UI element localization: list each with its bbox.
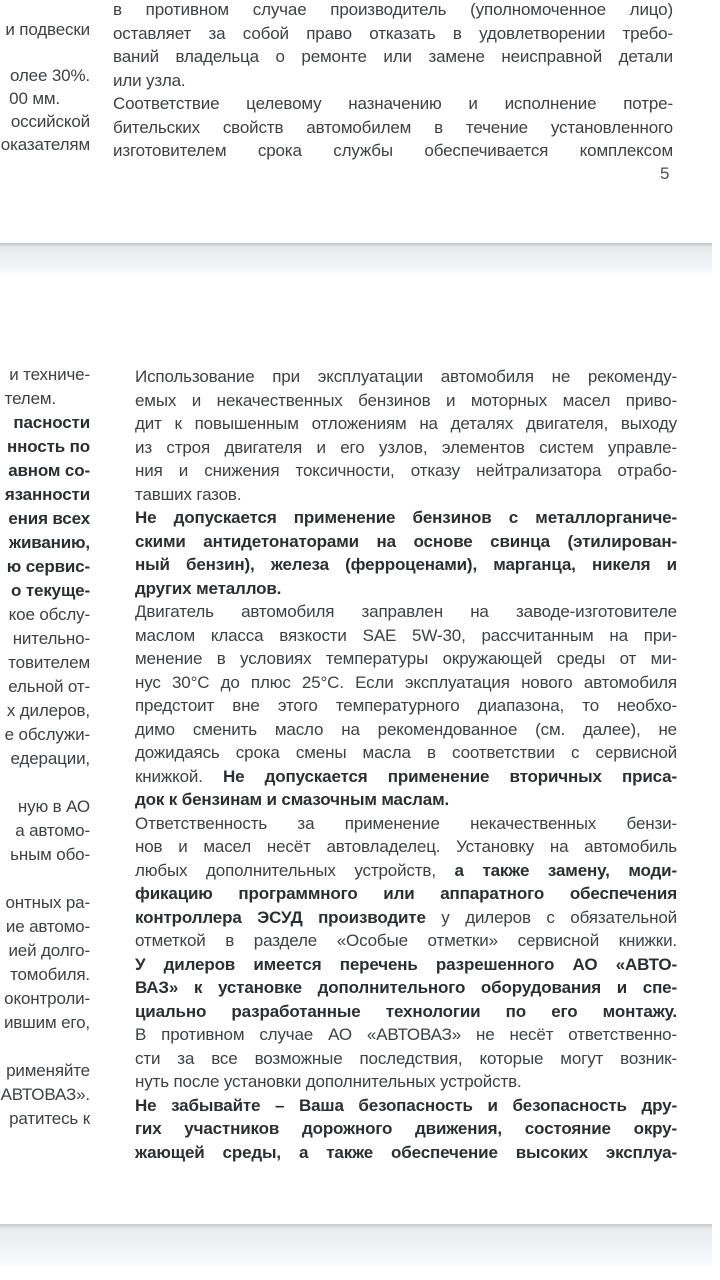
- text-run: Двигатель автомобиля заправлен на заводе-изготовителе: [135, 602, 677, 621]
- text-line: [113, 22, 673, 46]
- text-line: [0, 1011, 90, 1035]
- text-line: [135, 976, 677, 1000]
- bold-text-run: авном со-: [8, 461, 90, 480]
- text-run: изготовителем срока службы обеспечивается комплексом: [113, 141, 673, 160]
- text-run: Соответствие целевому назначению и исполнение потре-: [113, 94, 673, 113]
- text-line: [0, 411, 90, 435]
- bold-text-run: гих участников дорожного движения, состояние окру-: [135, 1119, 677, 1138]
- text-run: бительских свойств автомобилем в течение установленного: [113, 117, 673, 137]
- text-line: [135, 694, 677, 718]
- text-line: [135, 835, 677, 859]
- text-line: [0, 723, 90, 747]
- text-run: или узла.: [113, 70, 186, 90]
- text-run: е обслужи-: [4, 725, 90, 744]
- text-line: [0, 387, 90, 411]
- bold-text-run: ения всех: [8, 509, 90, 528]
- text-line: [113, 116, 673, 140]
- text-line: [0, 963, 90, 987]
- text-line: [0, 579, 90, 603]
- text-run: ваний владельца о ремонте или замене неисправной детали: [113, 47, 673, 66]
- text-line: [0, 795, 90, 819]
- text-run: ией долго-: [8, 941, 90, 960]
- text-line: [135, 859, 677, 883]
- text-run: томобиля.: [10, 965, 90, 984]
- page-number: 5: [660, 164, 670, 183]
- bold-text-run: Не допускается применение бензинов с металлорганиче-: [135, 508, 677, 527]
- text-line: [0, 675, 90, 699]
- text-run: и техниче-: [9, 365, 90, 384]
- text-run: Ответственность за применение некачественных бензи-: [135, 813, 677, 833]
- bold-text-run: о текуще-: [11, 581, 90, 600]
- page-top-right-column: [113, 0, 673, 163]
- text-line: [0, 915, 90, 939]
- text-line: [0, 627, 90, 651]
- bold-text-run: циально разработанные технологии по его монтажу.: [135, 1001, 677, 1021]
- text-line: [135, 506, 677, 530]
- text-run: онтных ра-: [5, 893, 90, 912]
- text-run: оказателям: [0, 135, 90, 154]
- text-line: [0, 819, 90, 843]
- text-run: у дилеров с обязательной: [425, 907, 677, 927]
- text-line: [113, 45, 673, 69]
- text-line: [135, 671, 677, 695]
- text-run: из строя двигателя и его узлов, элементов систем управле-: [135, 437, 677, 457]
- text-line: [135, 718, 677, 742]
- text-run: дожидаясь срока смены масла в соответствии с сервисной: [135, 743, 677, 762]
- bold-text-run: а также замену, моди-: [454, 860, 677, 880]
- text-line: [0, 459, 90, 483]
- text-run: нус 30°С до плюс 25°С. Если эксплуатация нового автомобиля: [135, 672, 677, 692]
- text-line: [113, 69, 673, 93]
- text-run: едерации,: [10, 749, 90, 768]
- bold-text-run: Не допускается применение вторичных приса-: [223, 766, 677, 786]
- text-line: [135, 365, 677, 389]
- text-run: нительно-: [12, 629, 90, 648]
- text-line: [0, 891, 90, 915]
- text-line: [135, 929, 677, 953]
- text-line: [135, 765, 677, 789]
- text-run: емых и некачественных бензинов и моторных масел приво-: [135, 390, 677, 410]
- text-line: [135, 882, 677, 906]
- text-line: [135, 1117, 677, 1141]
- text-run: оконтроли-: [4, 989, 90, 1008]
- bold-text-run: пасности: [13, 413, 90, 432]
- text-line: [135, 1070, 677, 1094]
- text-run: товителем: [8, 653, 90, 672]
- text-run: менение в условиях температуры окружающей среды от ми-: [135, 649, 677, 668]
- text-line: [135, 459, 677, 483]
- text-run: 00 мм.: [9, 89, 60, 108]
- text-line: [0, 603, 90, 627]
- page-main-right-column: [135, 365, 677, 1164]
- text-run: и подвески: [5, 20, 90, 39]
- text-line: [0, 939, 90, 963]
- bold-text-run: ный бензин), железа (ферроценами), марганца, никеля и: [135, 555, 677, 574]
- text-line: [135, 600, 677, 624]
- text-line: [0, 64, 90, 87]
- text-line: [135, 647, 677, 671]
- text-run: В противном случае АО «АВТОВАЗ» не несёт ответственно-: [135, 1025, 677, 1044]
- text-run: димо сменить масло на рекомендованное (см. далее), не: [135, 719, 677, 739]
- text-line: [0, 483, 90, 507]
- text-line: [135, 389, 677, 413]
- text-run: рименяйте: [6, 1061, 90, 1080]
- text-line: [0, 699, 90, 723]
- bold-text-run: контроллера ЭСУД производите: [135, 907, 426, 927]
- text-line: [135, 553, 677, 577]
- text-run: ную в АО: [17, 797, 90, 816]
- page-separator-bottom: [0, 1224, 712, 1268]
- text-line: [135, 812, 677, 836]
- page-top-left-column-fragment: [0, 18, 90, 156]
- page-main: [0, 278, 720, 1224]
- text-run: а автомо-: [15, 821, 90, 840]
- text-run: книжкой.: [135, 766, 223, 786]
- text-run: тавших газов.: [135, 484, 242, 504]
- text-run: нуть после установки дополнительных устройств.: [135, 1072, 522, 1091]
- text-line: [0, 363, 90, 387]
- bold-text-run: фикацию программного или аппаратного обеспечения: [135, 884, 677, 903]
- text-line: [0, 133, 90, 156]
- text-run: оссийской: [10, 112, 90, 131]
- text-line: [0, 987, 90, 1011]
- bold-text-run: ю сервис-: [6, 557, 90, 576]
- text-line: [135, 788, 677, 812]
- bold-text-run: других металлов.: [135, 578, 282, 598]
- text-run: предстоит вне этого температурного диапазона, то необхо-: [135, 696, 677, 715]
- text-run: отметкой в разделе «Особые отметки» сервисной книжки.: [135, 931, 677, 950]
- text-line: [135, 1023, 677, 1047]
- text-run: в противном случае производитель (уполномоченное лицо): [113, 0, 673, 19]
- page-main-left-column-fragment: [0, 363, 90, 1131]
- text-line: [113, 139, 673, 163]
- text-line: [135, 906, 677, 930]
- text-line: [0, 435, 90, 459]
- text-run: маслом класса вязкости SAE 5W-30, рассчитанным на при-: [135, 625, 677, 645]
- text-line: [135, 953, 677, 977]
- text-run: ельной от-: [8, 677, 90, 696]
- text-run: оставляет за собой право отказать в удовлетворении требо-: [113, 23, 673, 43]
- page-separator-top: [0, 243, 712, 278]
- blank-line: [0, 41, 90, 64]
- text-line: [0, 531, 90, 555]
- bold-text-run: Не забывайте – Ваша безопасность и безопасность дру-: [135, 1095, 677, 1115]
- text-run: х дилеров,: [6, 701, 90, 720]
- text-run: телем.: [4, 389, 56, 408]
- text-line: [135, 412, 677, 436]
- text-line: [113, 92, 673, 116]
- text-line: [0, 1059, 90, 1083]
- text-line: [0, 507, 90, 531]
- text-run: кое обслу-: [8, 605, 90, 624]
- text-line: [135, 1047, 677, 1071]
- text-run: ившим его,: [3, 1013, 90, 1032]
- text-line: [0, 87, 90, 110]
- text-run: ьным обо-: [10, 845, 90, 864]
- text-run: любых дополнительных устройств,: [135, 860, 455, 880]
- page-top: [0, 0, 720, 243]
- bold-text-run: скими антидетонаторами на основе свинца (этилирован-: [135, 531, 677, 551]
- text-line: [0, 1107, 90, 1131]
- text-run: нов и масел несёт автовладелец. Установку на автомобиль: [135, 837, 677, 856]
- text-line: [135, 1000, 677, 1024]
- text-line: [135, 1141, 677, 1165]
- text-line: [135, 1094, 677, 1118]
- text-run: олее 30%.: [9, 66, 90, 85]
- text-line: [0, 555, 90, 579]
- blank-line: [0, 1035, 90, 1059]
- text-run: АВТОВАЗ».: [0, 1085, 90, 1104]
- text-run: ратитесь к: [9, 1109, 90, 1128]
- text-run: ния и снижения токсичности, отказу нейтрализатора отрабо-: [135, 461, 677, 480]
- bold-text-run: ВАЗ» к установке дополнительного оборудования и спе-: [135, 978, 677, 997]
- text-run: Использование при эксплуатации автомобиля не рекоменду-: [135, 367, 677, 386]
- text-run: ие автомо-: [5, 917, 90, 936]
- text-run: сти за все возможные последствия, которые могут возник-: [135, 1048, 677, 1068]
- blank-line: [0, 771, 90, 795]
- text-line: [135, 483, 677, 507]
- text-line: [135, 530, 677, 554]
- text-line: [0, 747, 90, 771]
- text-line: [135, 624, 677, 648]
- bold-text-run: язанности: [4, 485, 90, 504]
- bold-text-run: живанию,: [9, 533, 90, 552]
- text-line: [135, 436, 677, 460]
- text-line: [0, 651, 90, 675]
- text-line: [0, 110, 90, 133]
- bold-text-run: нность по: [7, 437, 90, 456]
- text-run: дит к повышенным отложениям на деталях двигателя, выходу: [135, 414, 677, 433]
- text-line: [0, 1083, 90, 1107]
- bold-text-run: У дилеров имеется перечень разрешенного АО «АВТО-: [135, 954, 677, 974]
- text-line: [113, 0, 673, 22]
- bold-text-run: жающей среды, а также обеспечение высоких эксплуа-: [135, 1142, 677, 1162]
- blank-line: [0, 867, 90, 891]
- text-line: [135, 577, 677, 601]
- bold-text-run: док к бензинам и смазочным маслам.: [135, 790, 450, 809]
- text-line: [0, 18, 90, 41]
- text-line: [135, 741, 677, 765]
- text-line: [0, 843, 90, 867]
